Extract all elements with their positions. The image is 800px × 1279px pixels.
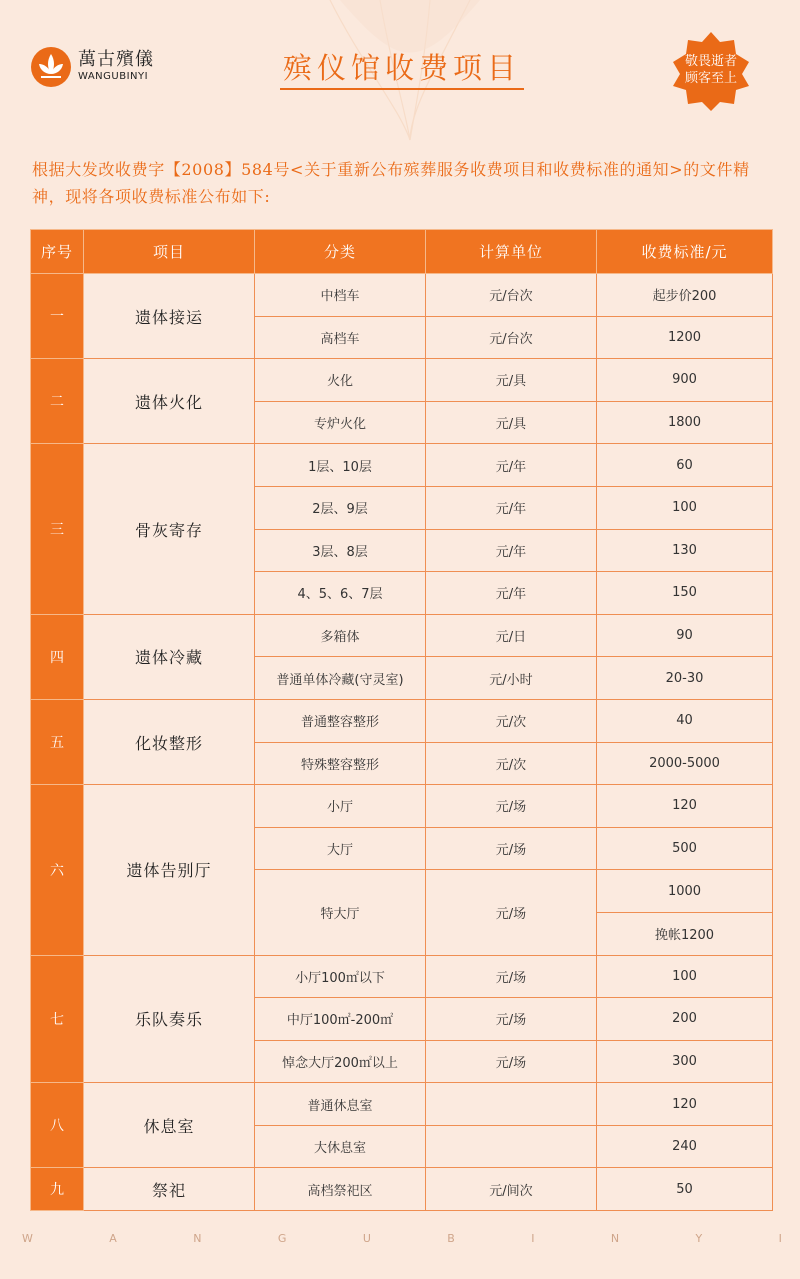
table-row xyxy=(31,785,773,828)
price-cell: 120 xyxy=(597,1083,773,1126)
brand-name-cn: 萬古殯儀 xyxy=(78,49,154,70)
unit-cell: 元/小时 xyxy=(426,657,597,700)
price-cell: 1000 xyxy=(597,870,773,913)
item-name-cell: 祭祀 xyxy=(84,1168,255,1211)
item-name-cell: 骨灰寄存 xyxy=(84,444,255,614)
footer-letter: I xyxy=(778,1232,782,1245)
category-cell: 高档祭祀区 xyxy=(255,1168,426,1211)
footer-letter: N xyxy=(193,1232,202,1245)
unit-cell xyxy=(426,1125,597,1168)
unit-cell: 元/场 xyxy=(426,870,597,955)
category-cell: 悼念大厅200㎡以上 xyxy=(255,1040,426,1083)
category-cell: 特殊整容整形 xyxy=(255,742,426,785)
item-name-cell: 乐队奏乐 xyxy=(84,955,255,1083)
category-cell: 火化 xyxy=(255,359,426,402)
category-cell: 1层、10层 xyxy=(255,444,426,487)
category-cell: 特大厅 xyxy=(255,870,426,955)
table-row xyxy=(31,274,773,317)
table-row xyxy=(31,444,773,487)
serial-number-cell: 四 xyxy=(31,614,84,699)
brand-name-en: WANGUBINYI xyxy=(78,71,149,82)
unit-cell: 元/具 xyxy=(426,359,597,402)
category-cell: 大休息室 xyxy=(255,1125,426,1168)
price-cell: 100 xyxy=(597,955,773,998)
unit-cell: 元/年 xyxy=(426,444,597,487)
footer-letter: U xyxy=(362,1232,371,1245)
footer-letter: W xyxy=(22,1232,33,1245)
footer-letter: A xyxy=(109,1232,117,1245)
item-name-cell: 遗体冷藏 xyxy=(84,614,255,699)
price-cell: 1200 xyxy=(597,316,773,359)
serial-number-cell: 八 xyxy=(31,1083,84,1168)
price-cell: 20-30 xyxy=(597,657,773,700)
lotus-icon xyxy=(30,46,72,88)
category-cell: 中档车 xyxy=(255,274,426,317)
price-cell: 300 xyxy=(597,1040,773,1083)
unit-cell: 元/场 xyxy=(426,1040,597,1083)
price-cell: 130 xyxy=(597,529,773,572)
unit-cell: 元/台次 xyxy=(426,274,597,317)
table-row xyxy=(31,699,773,742)
header-cell: 项目 xyxy=(84,230,255,274)
unit-cell: 元/场 xyxy=(426,955,597,998)
serial-number-cell: 九 xyxy=(31,1168,84,1211)
unit-cell: 元/年 xyxy=(426,572,597,615)
serial-number-cell: 三 xyxy=(31,444,84,614)
table-row xyxy=(31,955,773,998)
fee-table xyxy=(30,229,773,1211)
price-cell: 60 xyxy=(597,444,773,487)
serial-number-cell: 五 xyxy=(31,699,84,784)
category-cell: 小厅100㎡以下 xyxy=(255,955,426,998)
price-cell: 50 xyxy=(597,1168,773,1211)
table-header-row xyxy=(31,230,773,274)
category-cell: 小厅 xyxy=(255,785,426,828)
slogan-badge xyxy=(670,53,752,87)
serial-number-cell: 二 xyxy=(31,359,84,444)
unit-cell: 元/场 xyxy=(426,827,597,870)
price-cell: 200 xyxy=(597,998,773,1041)
category-cell: 2层、9层 xyxy=(255,486,426,529)
serial-number-cell: 七 xyxy=(31,955,84,1083)
table-row xyxy=(31,359,773,402)
header-cell: 分类 xyxy=(255,230,426,274)
price-cell: 起步价200 xyxy=(597,274,773,317)
category-cell: 中厅100㎡-200㎡ xyxy=(255,998,426,1041)
category-cell: 4、5、6、7层 xyxy=(255,572,426,615)
badge-line-2: 顾客至上 xyxy=(684,71,737,86)
unit-cell: 元/次 xyxy=(426,699,597,742)
footer-letter: G xyxy=(277,1232,287,1245)
unit-cell xyxy=(426,1083,597,1126)
price-cell: 500 xyxy=(597,827,773,870)
price-cell: 900 xyxy=(597,359,773,402)
header-cell: 序号 xyxy=(31,230,84,274)
category-cell: 普通休息室 xyxy=(255,1083,426,1126)
category-cell: 高档车 xyxy=(255,316,426,359)
footer-letter: N xyxy=(610,1232,620,1245)
price-cell: 240 xyxy=(597,1125,773,1168)
table-row xyxy=(31,1168,773,1211)
badge-line-1: 敬畏逝者 xyxy=(684,54,737,69)
price-cell: 150 xyxy=(597,572,773,615)
category-cell: 专炉火化 xyxy=(255,401,426,444)
price-cell: 90 xyxy=(597,614,773,657)
unit-cell: 元/日 xyxy=(426,614,597,657)
item-name-cell: 遗体告别厅 xyxy=(84,785,255,955)
footer-letter: Y xyxy=(695,1232,703,1245)
serial-number-cell: 六 xyxy=(31,785,84,955)
item-name-cell: 休息室 xyxy=(84,1083,255,1168)
price-cell: 100 xyxy=(597,486,773,529)
page-title: 殡仪馆收费项目 xyxy=(280,50,524,90)
category-cell: 多箱体 xyxy=(255,614,426,657)
category-cell: 3层、8层 xyxy=(255,529,426,572)
unit-cell: 元/年 xyxy=(426,486,597,529)
unit-cell: 元/间次 xyxy=(426,1168,597,1211)
footer-letter: I xyxy=(531,1232,535,1245)
unit-cell: 元/场 xyxy=(426,998,597,1041)
unit-cell: 元/场 xyxy=(426,785,597,828)
price-cell: 2000-5000 xyxy=(597,742,773,785)
unit-cell: 元/次 xyxy=(426,742,597,785)
brand-logo xyxy=(30,46,154,88)
item-name-cell: 化妆整形 xyxy=(84,699,255,784)
unit-cell: 元/具 xyxy=(426,401,597,444)
unit-cell: 元/年 xyxy=(426,529,597,572)
header-cell: 收费标准/元 xyxy=(597,230,773,274)
table-row xyxy=(31,614,773,657)
unit-cell: 元/台次 xyxy=(426,316,597,359)
footer-letter: B xyxy=(447,1232,455,1245)
category-cell: 普通单体冷藏(守灵室) xyxy=(255,657,426,700)
item-name-cell: 遗体火化 xyxy=(84,359,255,444)
serial-number-cell: 一 xyxy=(31,274,84,359)
header-cell: 计算单位 xyxy=(426,230,597,274)
item-name-cell: 遗体接运 xyxy=(84,274,255,359)
price-cell: 40 xyxy=(597,699,773,742)
category-cell: 大厅 xyxy=(255,827,426,870)
price-cell: 120 xyxy=(597,785,773,828)
table-row xyxy=(31,1083,773,1126)
fee-table-body xyxy=(31,274,773,1211)
intro-text: 根据大发改收费字【2008】584号<关于重新公布殡葬服务收费项目和收费标准的通知>的文件精神，现将各项收费标准公布如下: xyxy=(32,160,750,206)
price-cell: 1800 xyxy=(597,401,773,444)
category-cell: 普通整容整形 xyxy=(255,699,426,742)
footer-letters xyxy=(22,1232,782,1245)
price-cell: 挽帐1200 xyxy=(597,912,773,955)
